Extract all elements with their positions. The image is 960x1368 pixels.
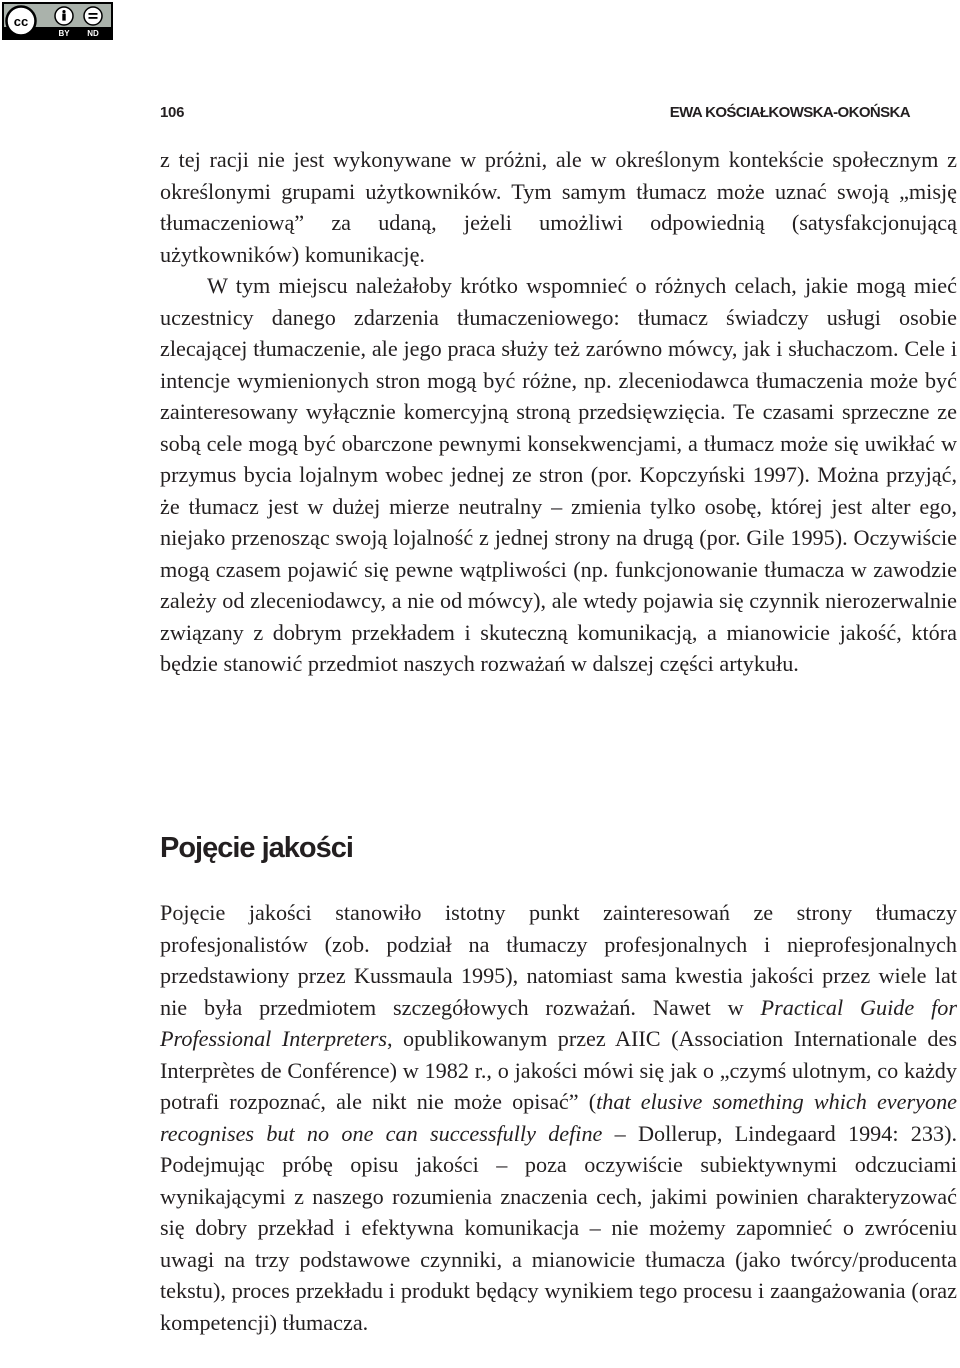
cc-license-badge [2,2,113,40]
cc-icon [7,7,36,36]
svg-text:cc: cc [13,14,29,29]
body-text-top [160,144,957,680]
cc-license-badge-graphic [4,4,111,38]
text-run: – Dollerup, Lindegaard 1994: 233). Podejmując próbę opisu jakości – poza oczywiście subiektywnymi odczuciami wynikającymi z naszego rozumienia znaczenia cech, jakimi powinien charakteryzować się dobry przekład i efektywna komunikacja – nie możemy zapomnieć o zwróceniu uwagi na trzy podstawowe czynniki, a mianowicie tłumacza (jako twórcy/producenta tekstu), proces przekładu i produkt będący wynikiem tego procesu i zaangażowania (oraz kompetencji) tłumacza. [160,1120,957,1335]
by-label: BY [58,29,70,38]
text-run: , opublikowanym przez AIIC (Association Internationale des Interprètes de Conférence) w 1982 r., o jakości mówi się jak o „czymś ulotnym, co każdy potrafi rozpoznać, ale nikt nie może opisać” ( [160,1026,957,1114]
book-title: Practical Guide for Professional Interpreters [160,994,957,1051]
running-head [160,104,910,128]
english-quote: that elusive something which everyone recognises but no one can successfully define [160,1089,958,1146]
running-head-author: EWA KOŚCIAŁKOWSKA-OKOŃSKA [669,104,910,121]
by-icon [55,7,73,25]
page-number: 106 [160,104,185,121]
text-run: Pojęcie jakości stanowiło istotny punkt zainteresowań ze strony tłumaczy profesjonalistów (zob. podział na tłumaczy profesjonalnych i nieprofesjonalnych przedstawiony przez Kussmaula 1995), natomiast sama kwestia jakości przez wiele lat nie była przedmiotem szczegółowych rozważań. Nawet w [160,900,957,1020]
paragraph: W tym miejscu należałoby krótko wspomnieć o różnych celach, jakie mogą mieć uczestnicy danego zdarzenia tłumaczeniowego: tłumacz świadczy usługi osobie zlecającej tłumaczenie, ale jego praca służy też zarówno mówcy, jak i słuchaczom. Cele i intencje wymienionych stron mogą być różne, np. zleceniodawca tłumaczenia może być zainteresowany wyłącznie komercyjną stroną przedsięwzięcia. Te czasami sprzeczne ze sobą cele mogą być obarczone pewnymi konsekwencjami, a tłumacz może się uwikłać w przymus bycia lojalnym wobec jednej ze stron (por. Kopczyński 1997). Można przyjąć, że tłumacz jest w dużej mierze neutralny – zmienia tylko osobę, której jest alter ego, niejako przenosząc swoją lojalność z jednej strony na drugą (por. Gile 1995). Oczywiście mogą czasem pojawić się pewne wątpliwości (np. funkcjonowanie tłumacza w zawodzie zależy od zleceniodawcy, a nie od mówcy), ale wtedy pojawia się czynnik nierozerwalnie związany z dobrym przekładem i skuteczną komunikacją, a mianowicie jakość, która będzie stanowić przedmiot naszych rozważań w dalszej części artykułu. [160,273,957,676]
section-heading: Pojęcie jakości [160,832,353,864]
paragraph: z tej racji nie jest wykonywane w próżni, ale w określonym kontekście społecznym z określonymi grupami użytkowników. Tym samym tłumacz może uznać swoją „misję tłumaczeniową” za udaną, jeżeli umożliwi odpowiednią (satysfakcjonującą użytkowników) komunikację. [160,147,957,267]
nd-icon [84,7,102,25]
body-text-bottom [160,897,957,1338]
paragraph [160,897,957,1338]
nd-label: ND [87,29,99,38]
